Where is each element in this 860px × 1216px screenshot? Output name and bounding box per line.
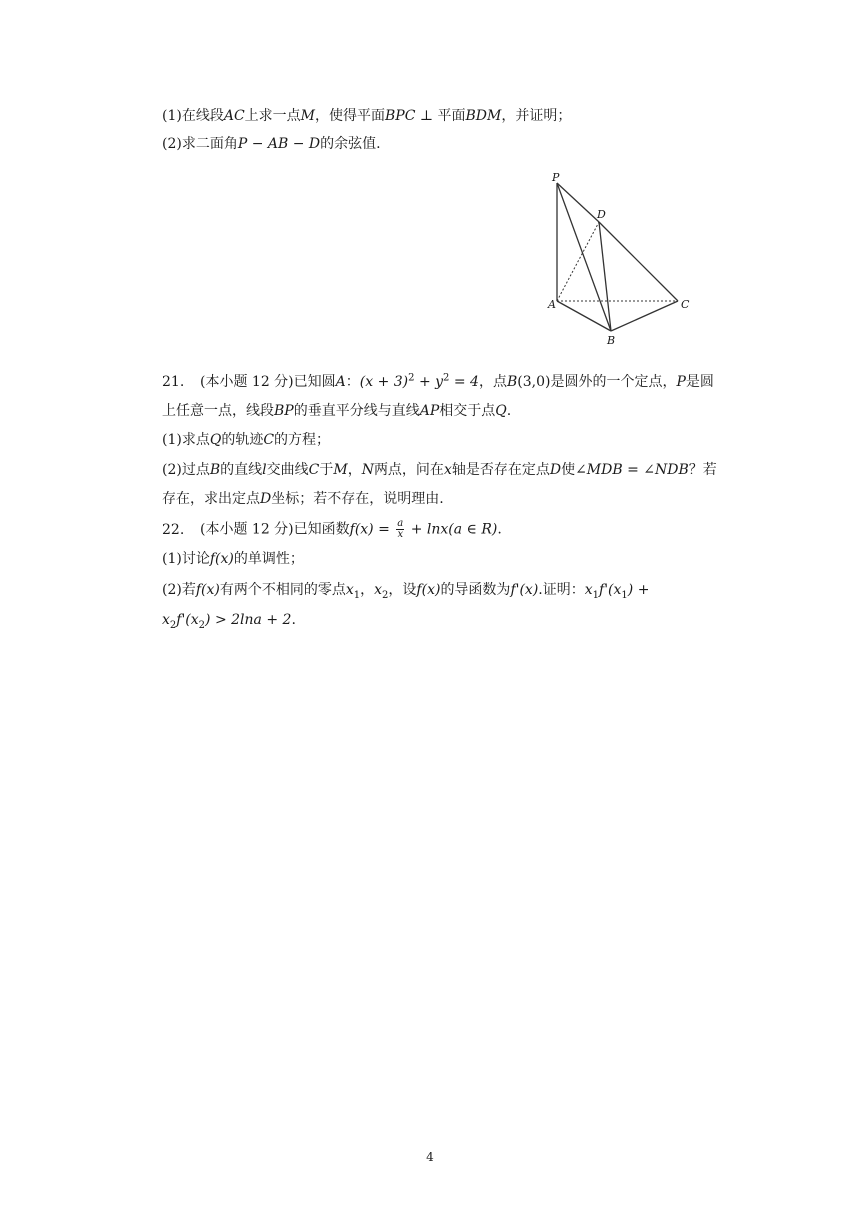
- edge-DC: [599, 222, 678, 301]
- q22-part1: (1)讨论f(x)的单调性；: [162, 551, 304, 567]
- pyramid-figure: [540, 170, 700, 350]
- label-B: B: [607, 334, 616, 347]
- edge-BC: [611, 301, 678, 331]
- q21-number: 21.: [162, 374, 185, 390]
- q22-part2: (2)若f(x)有两个不相同的零点$x_1$，$x_2$，设f(x)的导函数为f'(x).证明：$x_1f'(x_1)$ +: [162, 582, 650, 601]
- q22-number: 22.: [162, 521, 185, 538]
- edge-AD: [557, 222, 599, 301]
- label-C: C: [681, 298, 690, 311]
- prev-part1: (1)在线段AC上求一点M，使得平面BPC ⊥ 平面BDM，并证明；: [162, 108, 572, 124]
- fraction-a-over-x: $\frac{a}{x}$: [397, 518, 404, 540]
- q22-line1: 22. (本小题 12 分)已知函数f(x) = $\frac{a}{x}$ + lnx(a ∈ R).: [162, 518, 502, 540]
- q21-part1: (1)求点Q的轨迹C的方程；: [162, 432, 331, 448]
- prev-part2: (2)求二面角P − AB − D的余弦值.: [162, 136, 381, 152]
- edge-AB: [557, 301, 611, 331]
- label-P: P: [552, 171, 560, 184]
- q21-line2: 上任意一点，线段BP的垂直平分线与直线AP相交于点Q.: [162, 403, 512, 419]
- edge-PD: [557, 183, 599, 222]
- q21-part2-cont: 存在，求出定点D坐标；若不存在，说明理由.: [162, 491, 444, 507]
- q22-part2-cont: $x_2f'(x_2) > 2\ln a + 2$.: [162, 612, 296, 631]
- page-number: 4: [426, 1150, 434, 1164]
- q21-line1: 21. (本小题 12 分)已知圆A：$(x + 3)^2 + y^2 = 4$，点B(3,0)是圆外的一个定点，P是圆: [162, 372, 714, 390]
- label-A: A: [548, 298, 556, 311]
- q21-part2: (2)过点B的直线l交曲线C于M，N两点，问在x轴是否存在定点D使∠MDB = ∠NDB？若: [162, 462, 717, 478]
- label-D: D: [597, 208, 606, 221]
